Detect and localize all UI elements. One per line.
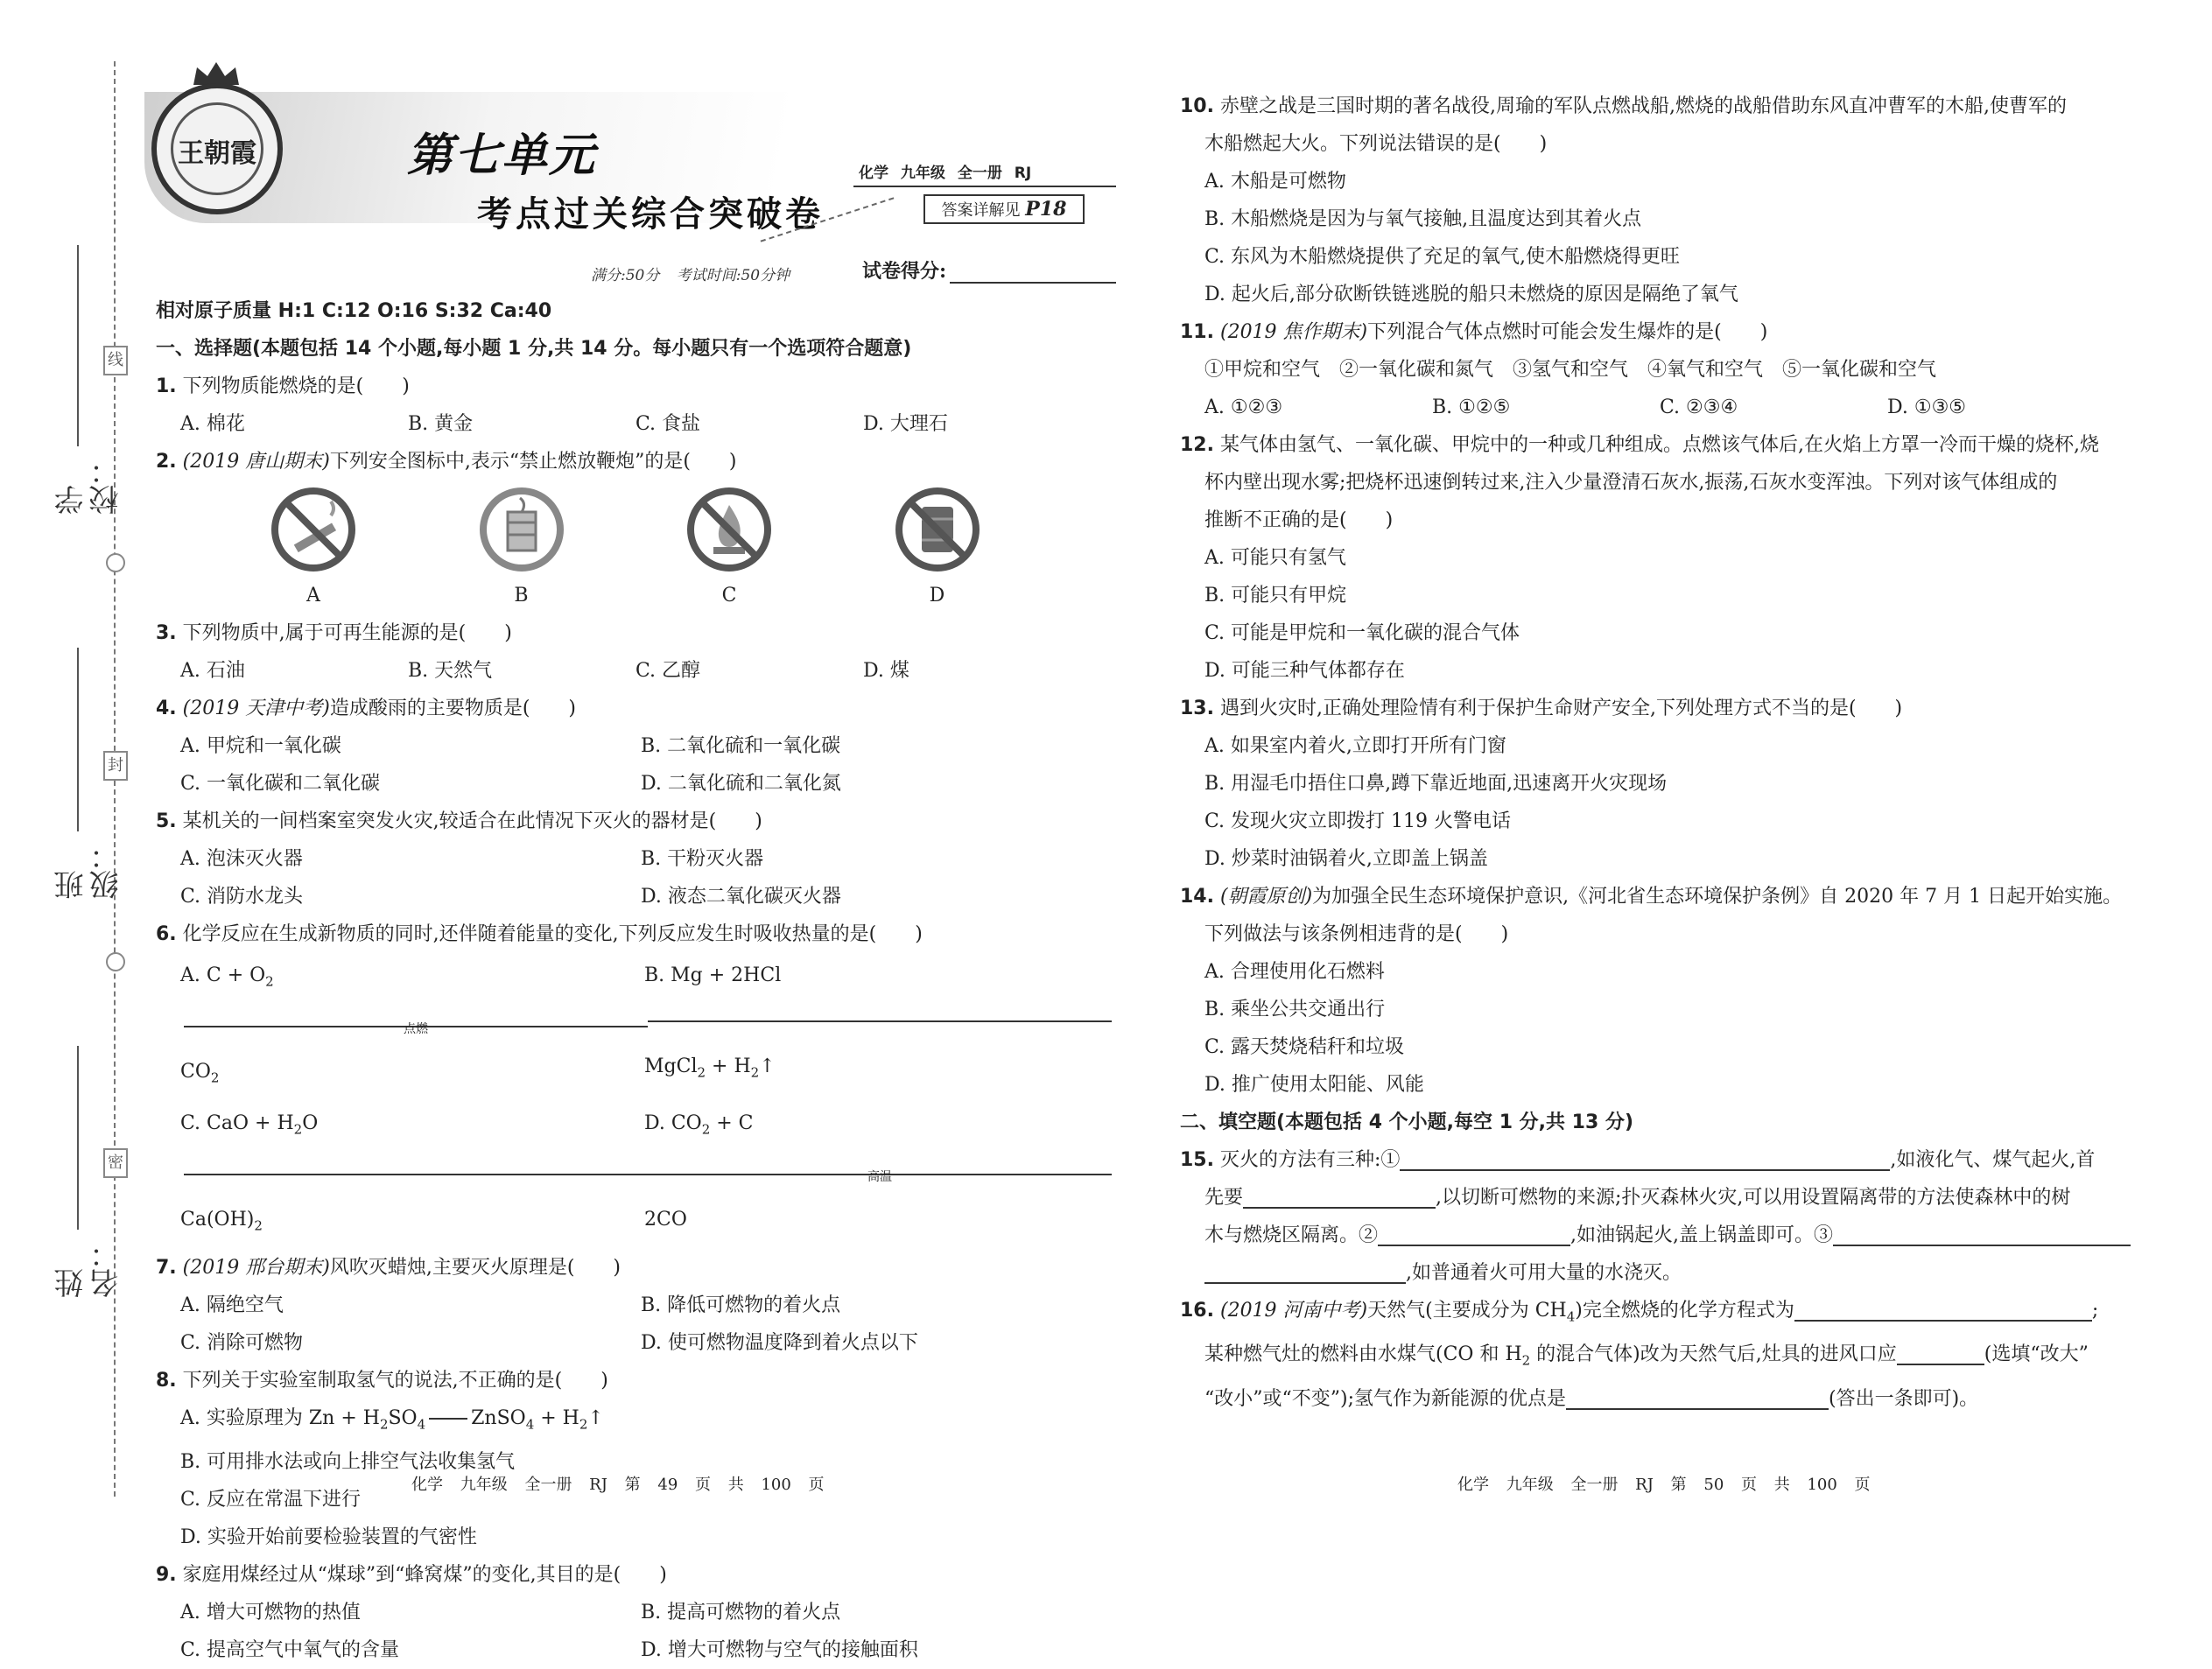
question-16: [1180, 1292, 2143, 1336]
equation-part: A. 实验原理为 Zn + H: [180, 1406, 380, 1429]
question-text: 天然气(主要成分为 CH: [1367, 1300, 1567, 1322]
question-3: [156, 614, 1101, 652]
subscript: 2: [379, 1415, 389, 1432]
option-b[interactable]: B. 降低可燃物的着火点: [641, 1294, 841, 1316]
gas-mixture-list: ①甲烷和空气 ②一氧化碳和氮气 ③氢气和空气 ④氧气和空气 ⑤一氧化碳和空气: [1204, 359, 1937, 381]
question-number: 16.: [1180, 1300, 1214, 1322]
question-16-line-2: [1180, 1336, 2143, 1379]
equation-part: + H: [706, 1055, 751, 1077]
equals-bar: [429, 1418, 467, 1420]
question-number: 12.: [1180, 434, 1214, 456]
question-10: [1180, 88, 2143, 125]
left-column: [156, 292, 1101, 1669]
question-number: 10.: [1180, 95, 1214, 117]
equals-bar: [648, 1020, 1112, 1022]
question-stem: 风吹灭蜡烛,主要灭火原理是( ): [329, 1256, 621, 1279]
option-b[interactable]: B. 二氧化硫和一氧化碳: [641, 735, 841, 757]
option-c[interactable]: C. 反应在常温下进行: [180, 1488, 362, 1511]
question-stem: 下列物质中,属于可再生能源的是( ): [182, 622, 512, 644]
option-a[interactable]: A. 可能只有氢气: [1204, 547, 1346, 569]
question-1: [156, 368, 1101, 405]
question-16-line-3: [1180, 1380, 2143, 1418]
sign-label: A: [306, 585, 320, 607]
question-12: [1180, 426, 2143, 464]
option-b[interactable]: B. 用湿毛巾捂住口鼻,蹲下靠近地面,迅速离开火灾现场: [1204, 773, 1668, 795]
question-text: “改小”或“不变”);氢气作为新能源的优点是: [1204, 1387, 1566, 1410]
option-c[interactable]: C. 可能是甲烷和一氧化碳的混合气体: [1204, 622, 1520, 644]
binding-ring: [106, 553, 125, 572]
option-c[interactable]: C. 一氧化碳和二氧化碳: [180, 773, 381, 795]
equation-part: MgCl: [644, 1055, 698, 1077]
class-blank[interactable]: [77, 648, 79, 831]
question-15: [1180, 1141, 2143, 1179]
seal-mark-secret: 密: [103, 1148, 128, 1178]
equation-part: O: [302, 1111, 319, 1134]
sign-d[interactable]: [894, 486, 1102, 614]
no-open-flame-icon: [685, 486, 773, 573]
equation-part: B. Mg + 2HCl: [644, 964, 782, 986]
subscript: 2: [293, 1121, 303, 1138]
option-a[interactable]: A. 如果室内着火,立即打开所有门窗: [1204, 735, 1506, 757]
option-a[interactable]: A. 合理使用化石燃料: [1204, 961, 1385, 983]
gas-arrow: ↑: [587, 1406, 604, 1429]
option-a[interactable]: A. ①②③: [1204, 396, 1283, 418]
question-13: [1180, 690, 2143, 727]
equation-part: 2CO: [644, 1209, 687, 1231]
equation-part: CO: [180, 1061, 211, 1083]
option-b[interactable]: B. 黄金: [408, 413, 474, 435]
option-d[interactable]: D. 炒菜时油锅着火,立即盖上锅盖: [1204, 848, 1488, 870]
option-b[interactable]: B. 可用排水法或向上排空气法收集氢气: [180, 1450, 516, 1473]
sign-label: B: [514, 585, 529, 607]
option-a[interactable]: A. 甲烷和一氧化碳: [180, 735, 341, 757]
question-number: 15.: [1180, 1149, 1214, 1171]
subscript: 2: [579, 1415, 588, 1432]
question-text: 灭火的方法有三种:①: [1219, 1149, 1401, 1171]
logo-text: 王朝霞: [178, 138, 256, 169]
option-c[interactable]: C. ②③④: [1660, 396, 1738, 418]
option-d[interactable]: D. 二氧化硫和二氧化氮: [641, 773, 841, 795]
question-stem-cont: 下列做法与该条例相违背的是( ): [1204, 923, 1509, 945]
header: [144, 83, 1125, 289]
question-15-line-2: [1180, 1179, 2143, 1217]
answer-blank-6[interactable]: [1794, 1294, 2092, 1322]
subscript: 4: [417, 1415, 426, 1432]
question-stem: 下列关于实验室制取氢气的说法,不正确的是( ): [182, 1369, 608, 1392]
right-column: [1180, 88, 2143, 1418]
option-c[interactable]: C. 食盐: [636, 413, 701, 435]
answer-blank-8[interactable]: [1566, 1382, 1829, 1410]
question-stem: 化学反应在生成新物质的同时,还伴随着能量的变化,下列反应发生时吸收热量的是( ): [182, 923, 923, 945]
subscript: 2: [697, 1064, 706, 1081]
option-d[interactable]: D. ①③⑤: [1887, 396, 1967, 418]
question-number: 8.: [156, 1369, 177, 1392]
school-label: 学校：: [54, 455, 124, 515]
option-c[interactable]: C. 露天焚烧秸秆和垃圾: [1204, 1036, 1405, 1058]
question-9: [156, 1556, 1101, 1594]
q7-options-row1: [156, 1287, 1101, 1324]
sign-c[interactable]: [685, 486, 894, 614]
answer-blank-5[interactable]: [1204, 1256, 1406, 1284]
question-stem: 家庭用煤经过从“煤球”到“蜂窝煤”的变化,其目的是( ): [182, 1563, 667, 1586]
question-number: 1.: [156, 375, 177, 397]
q9-options-row2: [156, 1631, 1101, 1669]
option-c[interactable]: C. 消除可燃物: [180, 1331, 304, 1354]
reaction-condition: 高温: [867, 1170, 892, 1185]
q9-options-row1: [156, 1594, 1101, 1631]
question-stem: 下列安全图标中,表示“禁止燃放鞭炮”的是( ): [329, 451, 737, 473]
question-14: [1180, 878, 2143, 915]
equation-part: SO: [388, 1406, 418, 1429]
condition-bar: [184, 1022, 648, 1037]
question-4: [156, 690, 1101, 727]
brand-logo: [151, 83, 283, 214]
question-stem: 遇到火灾时,正确处理险情有利于保护生命财产安全,下列处理方式不当的是( ): [1219, 698, 1903, 719]
name-label: 姓名：: [54, 1238, 124, 1298]
section-1-heading: 一、选择题(本题包括 14 个小题,每小题 1 分,共 14 分。每小题只有一个选项符合题意): [156, 338, 912, 360]
option-a[interactable]: A. 泡沫灭火器: [180, 848, 303, 870]
option-c[interactable]: [180, 1101, 644, 1249]
question-text: ;: [2091, 1300, 2099, 1322]
answer-blank-7[interactable]: [1897, 1337, 1984, 1365]
option-d[interactable]: D. 大理石: [863, 413, 948, 435]
score-label: 试卷得分:: [862, 260, 947, 283]
option-b[interactable]: B. 乘坐公共交通出行: [1204, 999, 1386, 1020]
page-footer-right: 化学 九年级 全一册 RJ 第 50 页 共 100 页: [1457, 1476, 1871, 1494]
question-stem-cont: 木船燃起大火。下列说法错误的是( ): [1204, 133, 1548, 155]
option-a[interactable]: A. 增大可燃物的热值: [180, 1601, 361, 1623]
answer-blank-1[interactable]: [1400, 1143, 1890, 1171]
answer-blank-3[interactable]: [1378, 1218, 1570, 1246]
question-source: (2019 焦作期末): [1219, 321, 1368, 343]
question-source: (2019 河南中考): [1219, 1300, 1368, 1322]
option-a[interactable]: [180, 953, 644, 1101]
option-d[interactable]: D. 起火后,部分砍断铁链逃脱的船只未燃烧的原因是隔绝了氧气: [1204, 284, 1738, 305]
equation-part: D. CO: [644, 1111, 702, 1134]
meta-box: [853, 160, 1116, 224]
question-5: [156, 803, 1101, 840]
answer-blank-2[interactable]: [1243, 1181, 1436, 1209]
option-c[interactable]: C. 消防水龙头: [180, 886, 304, 908]
sign-label: D: [929, 585, 945, 607]
option-a[interactable]: A. 石油: [180, 660, 245, 682]
option-d[interactable]: D. 推广使用太阳能、风能: [1204, 1074, 1424, 1096]
option-b[interactable]: B. 提高可燃物的着火点: [641, 1601, 841, 1623]
question-source: (2019 唐山期末): [182, 451, 330, 473]
question-number: 13.: [1180, 698, 1214, 719]
option-d[interactable]: D. 可能三种气体都存在: [1204, 660, 1405, 682]
exam-title: 考点过关综合突破卷: [477, 193, 824, 235]
option-b[interactable]: B. 木船燃烧是因为与氧气接触,且温度达到其着火点: [1204, 208, 1642, 230]
question-text: ,如液化气、煤气起火,首: [1890, 1149, 2096, 1171]
question-number: 11.: [1180, 321, 1214, 343]
equation-part: ZnSO: [471, 1406, 526, 1429]
subject-tags: 化学 九年级 全一册 RJ: [853, 160, 1116, 187]
option-c[interactable]: C. 乙醇: [636, 660, 701, 682]
question-8: [156, 1362, 1101, 1399]
question-11: [1180, 313, 2143, 351]
question-stem: 造成酸雨的主要物质是( ): [329, 698, 576, 719]
question-6: [156, 915, 1101, 953]
section-2-heading: 二、填空题(本题包括 4 个小题,每空 1 分,共 13 分): [1180, 1111, 1634, 1133]
option-a[interactable]: A. 木船是可燃物: [1204, 171, 1346, 193]
seal-mark-line: 线: [103, 346, 128, 375]
question-number: 14.: [1180, 886, 1214, 908]
equation-part: C. CaO + H: [180, 1111, 294, 1134]
question-2: [156, 443, 1101, 480]
seal-mark-seal: 封: [103, 751, 128, 781]
question-number: 3.: [156, 622, 177, 644]
question-stem-cont: 杯内壁出现水雾;把烧杯迅速倒转过来,注入少量澄清石灰水,振荡,石灰水变浑浊。下列对该气体组成的: [1204, 472, 2058, 494]
atomic-mass: 相对原子质量 H:1 C:12 O:16 S:32 Ca:40: [156, 300, 552, 322]
option-c[interactable]: C. 东风为木船燃烧提供了充足的氧气,使木船燃烧得更旺: [1204, 246, 1681, 268]
question-7: [156, 1249, 1101, 1287]
score-row: [862, 256, 1116, 284]
score-blank[interactable]: [950, 263, 1116, 284]
sign-label: C: [721, 585, 737, 607]
equation-part: + H: [534, 1406, 579, 1429]
q4-options-row2: [156, 765, 1101, 803]
question-text: 先要: [1204, 1187, 1244, 1209]
subscript: 4: [525, 1415, 535, 1432]
gas-arrow: ↑: [759, 1055, 776, 1077]
option-b[interactable]: B. ①②⑤: [1432, 396, 1511, 418]
question-15-line-3: [1180, 1217, 2143, 1254]
binding-strip: [0, 0, 140, 1566]
time-info: 满分:50分 考试时间:50分钟: [591, 267, 790, 284]
option-d[interactable]: D. 实验开始前要检验装置的气密性: [180, 1525, 477, 1548]
option-d[interactable]: D. 液态二氧化碳灭火器: [641, 886, 841, 908]
no-firecrackers-icon: [478, 486, 565, 573]
question-stem-cont: 推断不正确的是( ): [1204, 509, 1394, 531]
question-stem: 某气体由氢气、一氧化碳、甲烷中的一种或几种组成。点燃该气体后,在火焰上方罩一冷而干燥的烧杯,烧: [1219, 434, 2099, 456]
answer-ref-page: P18: [1025, 198, 1067, 221]
equation-part: + C: [710, 1111, 754, 1134]
question-stem: 赤壁之战是三国时期的著名战役,周瑜的军队点燃战船,燃烧的战船借助东风直冲曹军的木船,使曹军的: [1219, 95, 2067, 117]
answer-reference: [923, 194, 1085, 224]
q6-options-row2: [156, 1101, 1101, 1249]
question-text: )完全燃烧的化学方程式为: [1575, 1300, 1794, 1322]
q5-options-row1: [156, 840, 1101, 878]
q6-options-row1: [156, 953, 1101, 1101]
question-stem: 某机关的一间档案室突发火灾,较适合在此情况下灭火的器材是( ): [182, 810, 762, 832]
q3-options: [156, 652, 1101, 690]
question-number: 2.: [156, 451, 177, 473]
question-number: 7.: [156, 1256, 177, 1279]
answer-blank-4[interactable]: [1833, 1218, 2131, 1246]
option-d[interactable]: [644, 1101, 1108, 1249]
subscript: 2: [1521, 1352, 1531, 1369]
equation-part: Ca(OH): [180, 1209, 255, 1231]
subscript: 2: [750, 1064, 760, 1081]
q7-options-row2: [156, 1324, 1101, 1362]
option-b[interactable]: [644, 953, 1108, 1101]
question-text: 某种燃气灶的燃料由水煤气(CO 和 H: [1204, 1343, 1522, 1366]
question-number: 6.: [156, 923, 177, 945]
question-number: 4.: [156, 698, 177, 719]
question-stem: 为加强全民生态环境保护意识,《河北省生态环境保护条例》自 2020 年 7 月 1 日起开始实施。: [1312, 886, 2123, 908]
question-text: (选填“改大”: [1984, 1343, 2089, 1366]
unit-title: 第七单元: [407, 130, 597, 182]
question-15-line-4: [1180, 1254, 2143, 1292]
condition-bar: [648, 1170, 1112, 1185]
q11-options: [1180, 389, 2143, 426]
sign-b[interactable]: [478, 486, 686, 614]
subscript: 2: [701, 1121, 711, 1138]
option-d[interactable]: D. 煤: [863, 660, 909, 682]
page-footer-left: 化学 九年级 全一册 RJ 第 49 页 共 100 页: [411, 1476, 825, 1494]
question-text: ,如普通着火可用大量的水浇灭。: [1406, 1262, 1682, 1284]
option-c[interactable]: C. 提高空气中氧气的含量: [180, 1638, 400, 1661]
question-stem: 下列混合气体点燃时可能会发生爆炸的是( ): [1367, 321, 1768, 343]
equation-part: A. C + O: [180, 964, 266, 986]
flammable-barrel-icon: [894, 486, 981, 573]
subscript: 4: [1566, 1308, 1576, 1325]
answer-ref-prefix: 答案详解见: [941, 201, 1021, 220]
question-number: 9.: [156, 1563, 177, 1586]
option-a[interactable]: A. 棉花: [180, 413, 245, 435]
question-source: (2019 邢台期末): [182, 1256, 330, 1279]
subscript: 2: [254, 1217, 263, 1234]
option-a[interactable]: A. 隔绝空气: [180, 1294, 284, 1316]
subscript: 2: [265, 973, 274, 990]
question-text: ,以切断可燃物的来源;扑灭森林火灾,可以用设置隔离带的方法使森林中的树: [1436, 1187, 2071, 1209]
option-b[interactable]: B. 可能只有甲烷: [1204, 585, 1347, 607]
option-b[interactable]: B. 天然气: [408, 660, 493, 682]
question-text: (答出一条即可)。: [1829, 1387, 1979, 1410]
sign-a[interactable]: [270, 486, 478, 614]
q2-safety-signs: [156, 486, 1101, 614]
class-label: 班级：: [54, 840, 124, 900]
no-smoking-icon: [270, 486, 357, 573]
option-c[interactable]: C. 发现火灾立即拨打 119 火警电话: [1204, 810, 1512, 832]
question-stem: 下列物质能燃烧的是( ): [182, 375, 410, 397]
q4-options-row1: [156, 727, 1101, 765]
q5-options-row2: [156, 878, 1101, 915]
question-number: 5.: [156, 810, 177, 832]
question-text: ,如油锅起火,盖上锅盖即可。③: [1570, 1224, 1834, 1246]
question-text: 的混合气体)改为天然气后,灶具的进风口应: [1530, 1343, 1897, 1366]
equals-bar: [184, 1174, 648, 1175]
option-b[interactable]: B. 干粉灭火器: [641, 848, 764, 870]
question-source: (朝霞原创): [1219, 886, 1313, 908]
question-text: 木与燃烧区隔离。②: [1204, 1224, 1379, 1246]
option-a[interactable]: [156, 1399, 1101, 1443]
subscript: 2: [210, 1069, 220, 1086]
question-source: (2019 天津中考): [182, 698, 330, 719]
name-blank[interactable]: [77, 1046, 79, 1230]
school-blank[interactable]: [77, 245, 79, 446]
q1-options: [156, 405, 1101, 443]
reaction-condition: 点燃: [404, 1022, 428, 1037]
option-d[interactable]: D. 使可燃物温度降到着火点以下: [641, 1331, 918, 1354]
option-d[interactable]: D. 增大可燃物与空气的接触面积: [641, 1638, 918, 1661]
binding-ring: [106, 952, 125, 971]
